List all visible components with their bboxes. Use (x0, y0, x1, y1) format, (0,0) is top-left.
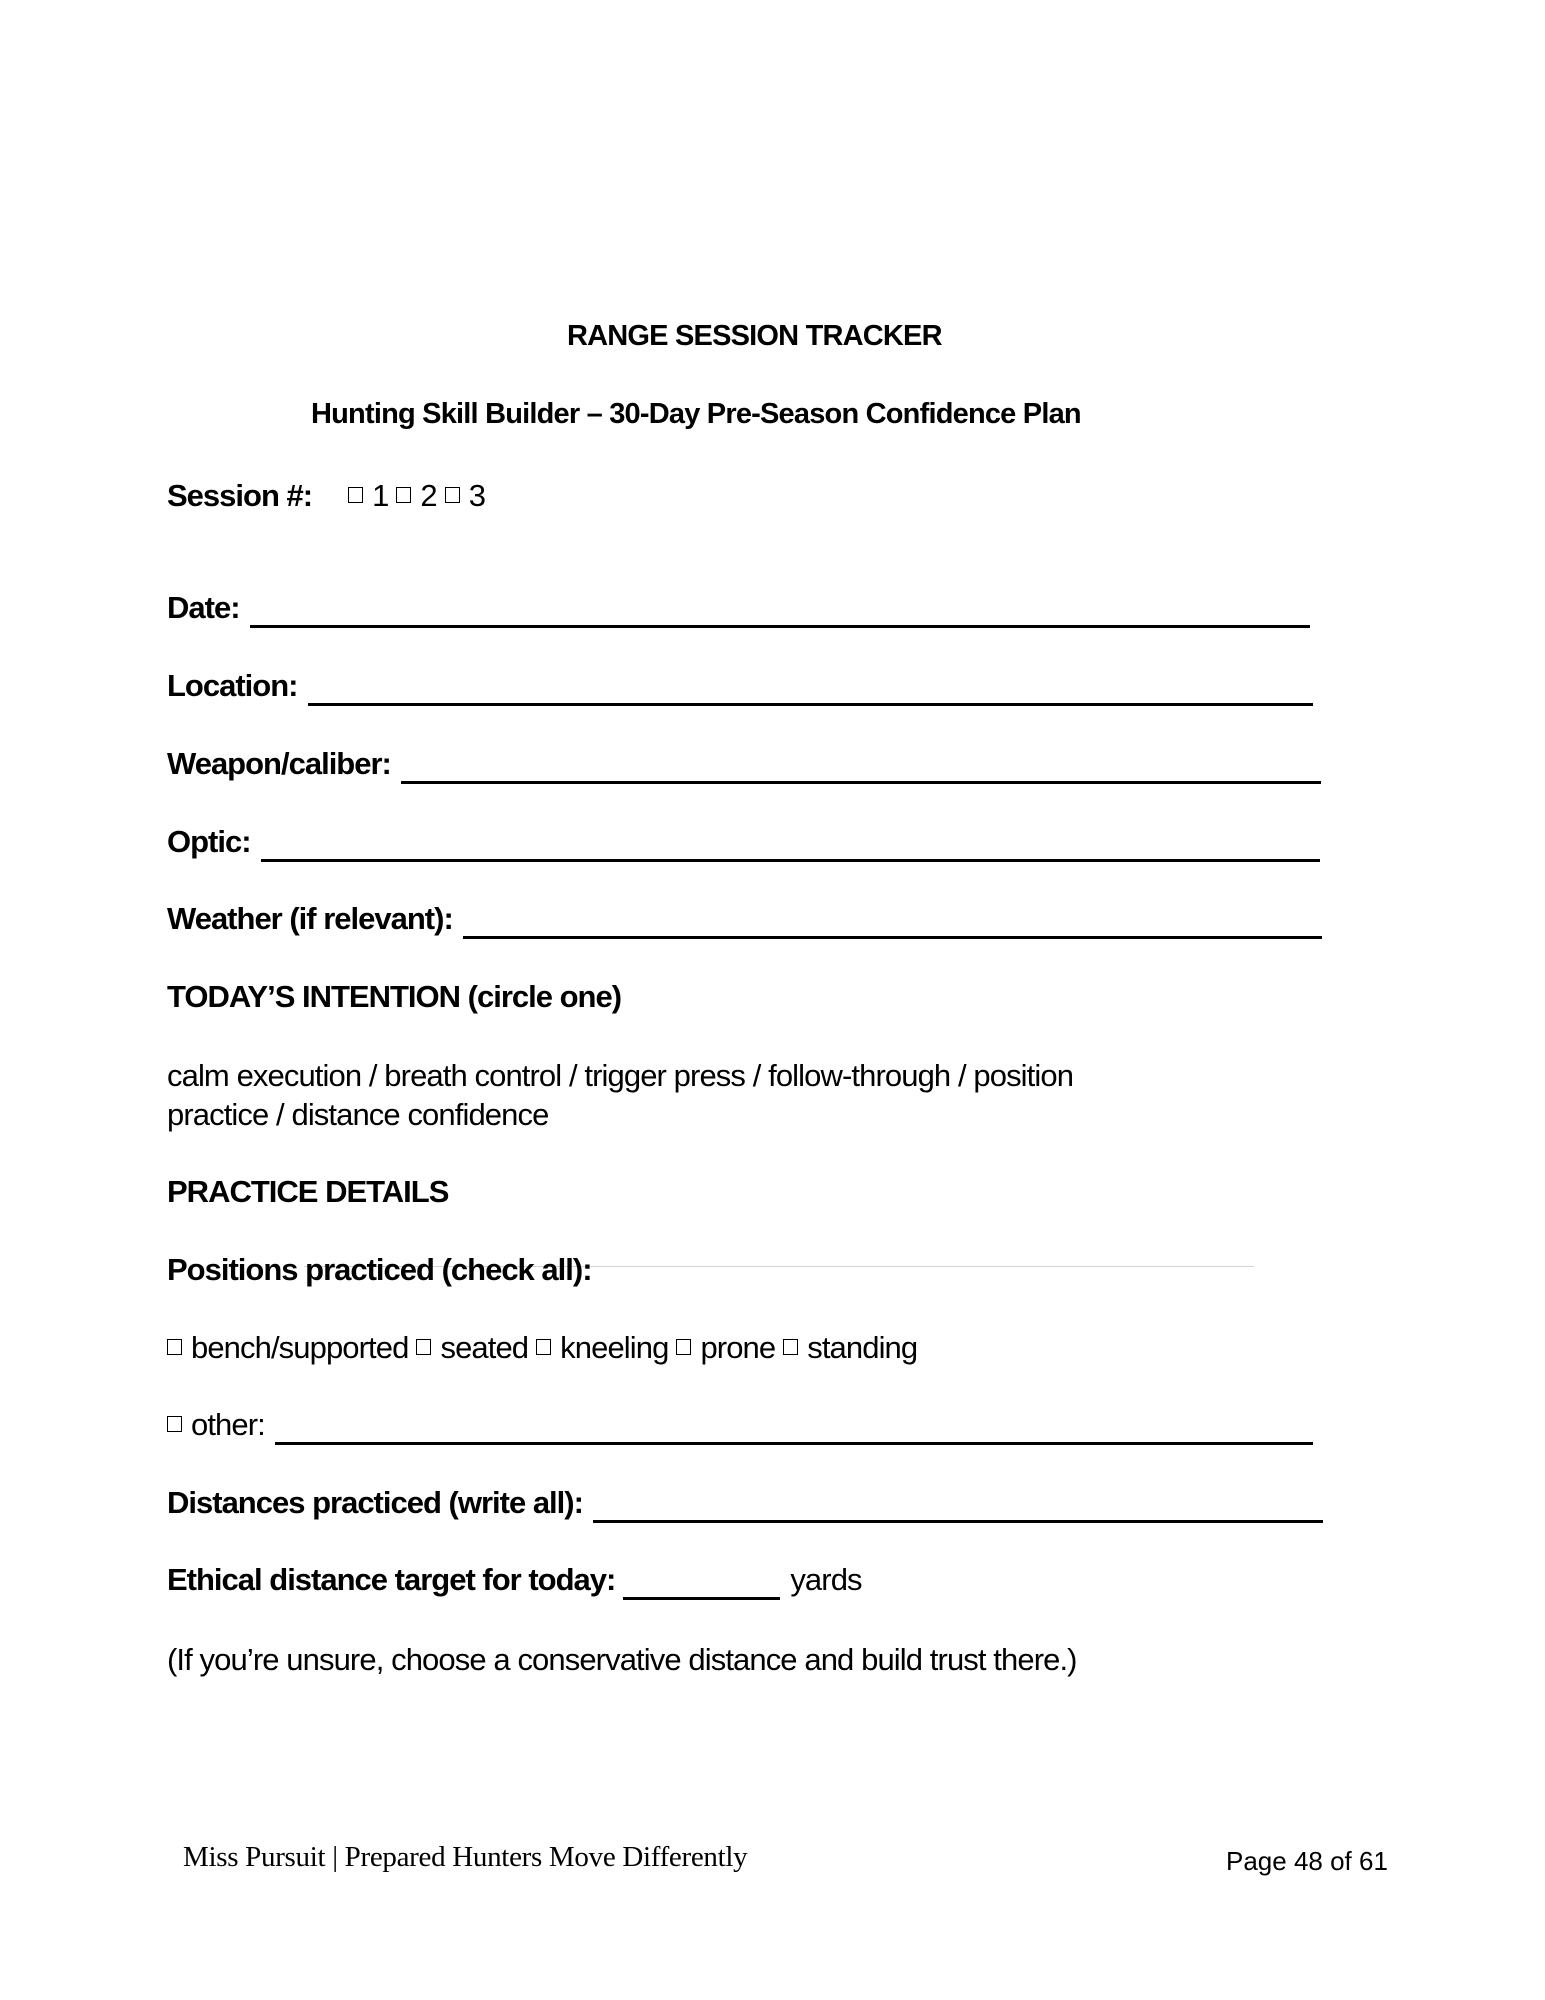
checkbox-icon[interactable] (167, 1416, 182, 1432)
positions-label: Positions practiced (check all): (167, 1252, 592, 1287)
distances-label: Distances practiced (write all): (167, 1485, 583, 1520)
weapon-caliber-label: Weapon/caliber: (167, 746, 391, 781)
distances-blank-line[interactable] (593, 1520, 1323, 1523)
intention-options-line-1[interactable]: calm execution / breath control / trigger press / follow-through / position (167, 1058, 1074, 1093)
position-option-other[interactable]: other: (167, 1409, 265, 1440)
checkbox-icon[interactable] (348, 487, 363, 503)
footer-brand: Miss Pursuit | Prepared Hunters Move Differently (183, 1841, 748, 1873)
weapon-caliber-blank-line[interactable] (401, 781, 1321, 784)
guidance-note: (If you’re unsure, choose a conservative distance and build trust there.) (167, 1642, 1077, 1677)
checkbox-icon[interactable] (536, 1339, 551, 1355)
distances-field[interactable] (167, 1487, 1323, 1518)
position-option-bench[interactable]: bench/supported (167, 1332, 408, 1363)
location-label: Location: (167, 668, 298, 703)
position-option-standing[interactable]: standing (783, 1332, 917, 1363)
page-number: Page 48 of 61 (1226, 1846, 1388, 1876)
session-option-3[interactable]: 3 (445, 480, 485, 511)
other-blank-line[interactable] (275, 1442, 1313, 1445)
date-label: Date: (167, 590, 240, 625)
checkbox-icon[interactable] (676, 1339, 691, 1355)
other-position-field[interactable] (167, 1409, 1313, 1440)
yards-unit: yards (790, 1562, 862, 1597)
session-label: Session #: (167, 478, 313, 513)
page-title: RANGE SESSION TRACKER (567, 320, 942, 352)
intention-options-line-2[interactable]: practice / distance confidence (167, 1097, 549, 1132)
position-option-kneeling[interactable]: kneeling (536, 1332, 668, 1363)
weather-field[interactable] (167, 903, 1322, 934)
optic-blank-line[interactable] (261, 859, 1320, 862)
session-row (167, 480, 767, 511)
intention-heading: TODAY’S INTENTION (circle one) (167, 979, 622, 1014)
optic-label: Optic: (167, 824, 251, 859)
session-option-2[interactable]: 2 (396, 480, 436, 511)
weather-blank-line[interactable] (463, 936, 1322, 939)
checkbox-icon[interactable] (396, 487, 411, 503)
weather-label: Weather (if relevant): (167, 901, 453, 936)
practice-details-heading: PRACTICE DETAILS (167, 1174, 449, 1209)
checkbox-icon[interactable] (416, 1339, 431, 1355)
position-option-prone[interactable]: prone (676, 1332, 775, 1363)
checkbox-icon[interactable] (167, 1339, 182, 1355)
positions-checklist (167, 1332, 1167, 1363)
ethical-distance-blank-line[interactable] (623, 1597, 780, 1600)
position-option-seated[interactable]: seated (416, 1332, 528, 1363)
checkbox-icon[interactable] (445, 487, 460, 503)
ethical-distance-field (167, 1564, 1067, 1595)
checkbox-icon[interactable] (783, 1339, 798, 1355)
location-blank-line[interactable] (308, 703, 1314, 706)
date-field[interactable] (167, 592, 1310, 623)
date-blank-line[interactable] (250, 625, 1310, 628)
session-option-1[interactable]: 1 (348, 480, 388, 511)
weapon-caliber-field[interactable] (167, 748, 1321, 779)
optic-field[interactable] (167, 826, 1320, 857)
location-field[interactable] (167, 670, 1313, 701)
page-subtitle: Hunting Skill Builder – 30-Day Pre-Season Confidence Plan (311, 398, 1081, 430)
ethical-distance-label: Ethical distance target for today: (167, 1562, 616, 1597)
